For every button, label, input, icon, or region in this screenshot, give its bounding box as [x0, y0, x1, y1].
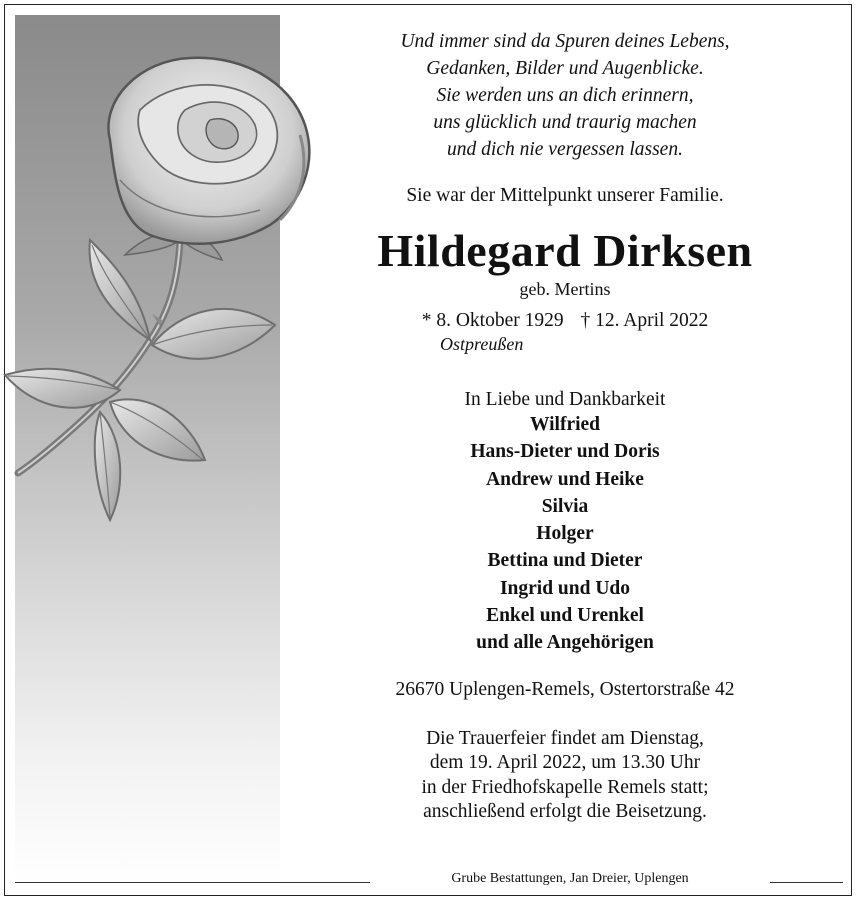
mourners-list [300, 411, 830, 657]
funeral-home: Grube Bestattungen, Jan Dreier, Uplengen [451, 871, 689, 886]
mourner: Hans-Dieter und Doris [470, 441, 660, 463]
deceased-name: Hildegard Dirksen [377, 225, 753, 276]
service-line: dem 19. April 2022, um 13.30 Uhr [429, 752, 701, 774]
service-info [300, 727, 830, 825]
poem-line: uns glücklich und traurig machen [433, 112, 697, 133]
notice-content [300, 28, 830, 825]
mourner: und alle Angehörigen [476, 632, 654, 654]
mourner: Andrew und Heike [486, 468, 644, 490]
birthplace: Ostpreußen [440, 334, 524, 354]
rose-illustration [0, 40, 330, 530]
mourner: Enkel und Urenkel [486, 605, 644, 627]
poem-line: Und immer sind da Spuren deines Lebens, [400, 31, 730, 52]
service-line: Die Trauerfeier findet am Dienstag, [426, 727, 704, 749]
life-dates [300, 310, 830, 332]
service-line: in der Friedhofskapelle Remels statt; [421, 776, 709, 798]
footer-divider-right [770, 882, 843, 883]
maiden-name: geb. Mertins [519, 279, 611, 299]
birth-date: * 8. Oktober 1929 [421, 310, 564, 331]
mourner: Holger [536, 523, 594, 545]
address: 26670 Uplengen-Remels, Ostertorstraße 42 [395, 678, 735, 700]
mourner: Bettina und Dieter [487, 550, 643, 572]
poem [300, 28, 830, 163]
mourner: Ingrid und Udo [499, 577, 631, 599]
poem-line: Gedanken, Bilder und Augenblicke. [426, 58, 704, 79]
closing-line: In Liebe und Dankbarkeit [464, 389, 666, 410]
poem-line: und dich nie vergessen lassen. [447, 139, 683, 160]
intro-text: Sie war der Mittelpunkt unserer Familie. [406, 185, 724, 206]
mourner: Silvia [541, 495, 589, 517]
death-date: † 12. April 2022 [580, 310, 709, 331]
footer-divider-left [15, 882, 370, 883]
mourner: Wilfried [529, 414, 601, 435]
service-line: anschließend erfolgt die Beisetzung. [423, 801, 707, 823]
poem-line: Sie werden uns an dich erinnern, [436, 85, 694, 106]
